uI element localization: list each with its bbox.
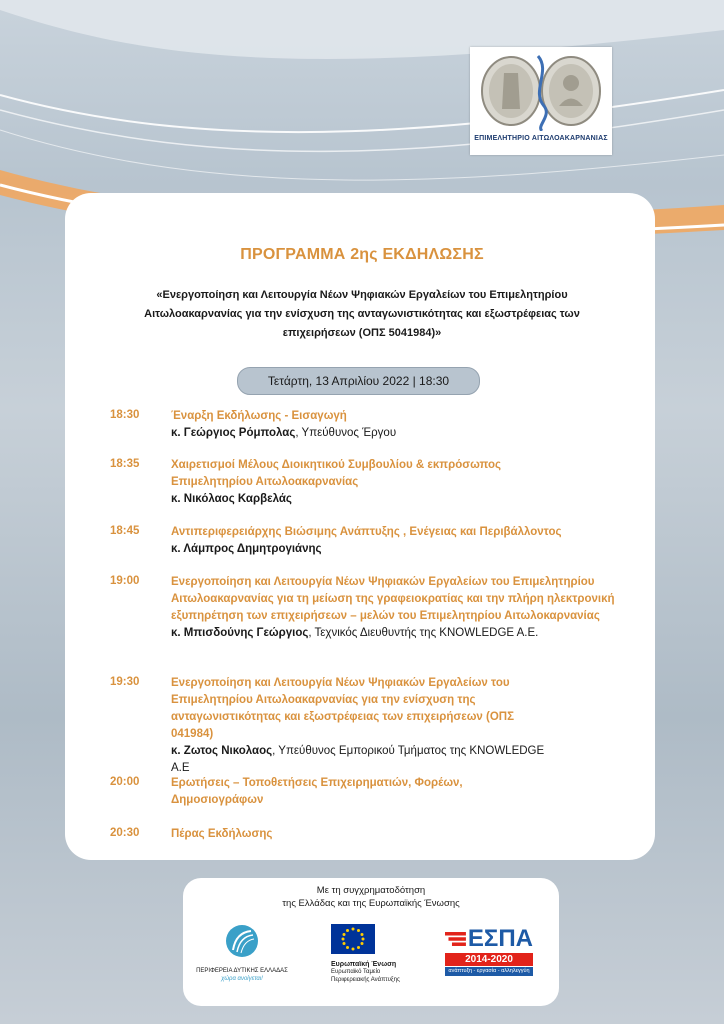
agenda-topic: Ερωτήσεις – Τοποθετήσεις Επιχειρηματιών, Φορέων, Δημοσιογράφων [171, 777, 463, 806]
chamber-logo [470, 47, 612, 155]
agenda-time: 20:30 [110, 827, 140, 839]
agenda-speaker [171, 625, 631, 642]
region-slogan: χώρα ανοίγεται! [221, 976, 263, 982]
coins-emblem-icon [476, 51, 606, 131]
cofunding-line: Με τη συγχρηματοδότηση [316, 885, 426, 896]
espa-title: ΕΣΠΑ [467, 925, 533, 952]
speaker-name: κ. Λάμπρος Δημητρογιάνης [171, 543, 322, 555]
eu-flag-icon [331, 924, 375, 954]
agenda-time: 19:30 [110, 676, 140, 688]
agenda-topic: Χαιρετισμοί Μέλους Διοικητικού Συμβουλίου & εκπρόσωπος Επιμελητηρίου Αιτωλοακαρνανίας [171, 459, 501, 488]
agenda-topic: Αντιπεριφερειάρχης Βιώσιμης Ανάπτυξης , Ενέγειας και Περιβάλλοντος [171, 526, 562, 538]
espa-period: 2014-2020 [445, 953, 533, 966]
cofunding-line: της Ελλάδας και της Ευρωπαϊκής Ένωσης [282, 898, 460, 909]
agenda-details [171, 524, 631, 558]
agenda-details [171, 457, 551, 508]
agenda-topic: Ενεργοποίηση και Λειτουργία Νέων Ψηφιακών Εργαλείων του Επιμελητηρίου Αιτωλοακαρνανίας για την ενίσχυση της ανταγωνιστικότητας και εξωστρέφειας των επιχειρήσεων (ΟΠΣ 041984) [171, 677, 515, 740]
agenda-time: 18:30 [110, 409, 140, 421]
agenda-topic: Έναρξη Εκδήλωσης - Εισαγωγή [171, 410, 347, 422]
eu-erdf-logo [331, 924, 401, 1000]
agenda-details [171, 826, 631, 843]
agenda-details [171, 675, 546, 777]
speaker-role: , Υπεύθυνος Έργου [295, 427, 397, 439]
agenda-details [171, 775, 511, 809]
agenda-time: 20:00 [110, 776, 140, 788]
cofunding-note [183, 884, 559, 910]
speaker-name: κ. Μπισδούνης Γεώργιος [171, 627, 309, 639]
eu-title: Ευρωπαϊκή Ένωση [331, 961, 397, 968]
region-name: ΠΕΡΙΦΕΡΕΙΑ ΔΥΤΙΚΗΣ ΕΛΛΑΔΑΣ [196, 968, 288, 974]
region-emblem-icon [225, 924, 259, 958]
agenda-topic: Ενεργοποίηση και Λειτουργία Νέων Ψηφιακών Εργαλείων του Επιμελητηρίου Αιτωλοακαρνανίας για τη μείωση της γραφειοκρατίας και την πλήρη ηλεκτρονική εξυπηρέτηση των επιχειρήσεων – μελών του Επιμελητηρίου Αιτωλοκαρνανίας [171, 576, 615, 622]
eu-fund-line: Περιφερειακής Ανάπτυξης [331, 977, 400, 983]
espa-logo [445, 927, 533, 983]
region-western-greece-logo [196, 924, 288, 994]
agenda-time: 19:00 [110, 575, 140, 587]
speaker-role: , Τεχνικός Διευθυντής της KNOWLEDGE A.E. [308, 627, 539, 639]
speaker-role: , Υπεύθυνος Εμπορικού Τμήματος της KNOWLEDGE A.E [171, 745, 545, 774]
agenda-details [171, 408, 631, 442]
agenda-speaker [171, 425, 631, 442]
event-date-badge: Τετάρτη, 13 Απριλίου 2022 | 18:30 [237, 367, 480, 395]
cofunding-footer [183, 878, 559, 1006]
espa-slogan: ανάπτυξη - εργασία - αλληλεγγύη [445, 967, 533, 976]
agenda-speaker [171, 491, 551, 508]
agenda-time: 18:35 [110, 458, 140, 470]
espa-stripes-icon [445, 930, 466, 948]
agenda-topic: Πέρας Εκδήλωσης [171, 828, 273, 840]
speaker-name: κ. Ζωτος Νικολαος [171, 745, 273, 757]
agenda-time: 18:45 [110, 525, 140, 537]
speaker-name: κ. Νικόλαος Καρβελάς [171, 493, 292, 505]
speaker-name: κ. Γεώργιος Ρόμπολας [171, 427, 296, 439]
program-subtitle: «Ενεργοποίηση και Λειτουργία Νέων Ψηφιακών Εργαλείων του Επιμελητηρίου Αιτωλοακαρνανίας για την ενίσχυση της ανταγωνιστικότητας και εξωστρέφειας των επιχειρήσεων (ΟΠΣ 5041984)» [144, 289, 580, 339]
eu-fund-line: Ευρωπαϊκό Ταμείο [331, 969, 381, 975]
agenda-speaker [171, 541, 631, 558]
agenda-details [171, 574, 631, 642]
chamber-logo-caption: ΕΠΙΜΕΛΗΤΗΡΙΟ ΑΙΤΩΛΟΑΚΑΡΝΑΝΙΑΣ [474, 135, 608, 142]
program-title: ΠΡΟΓΡΑΜΜΑ 2ης ΕΚΔΗΛΩΣΗΣ [240, 246, 484, 263]
agenda-speaker [171, 743, 546, 777]
